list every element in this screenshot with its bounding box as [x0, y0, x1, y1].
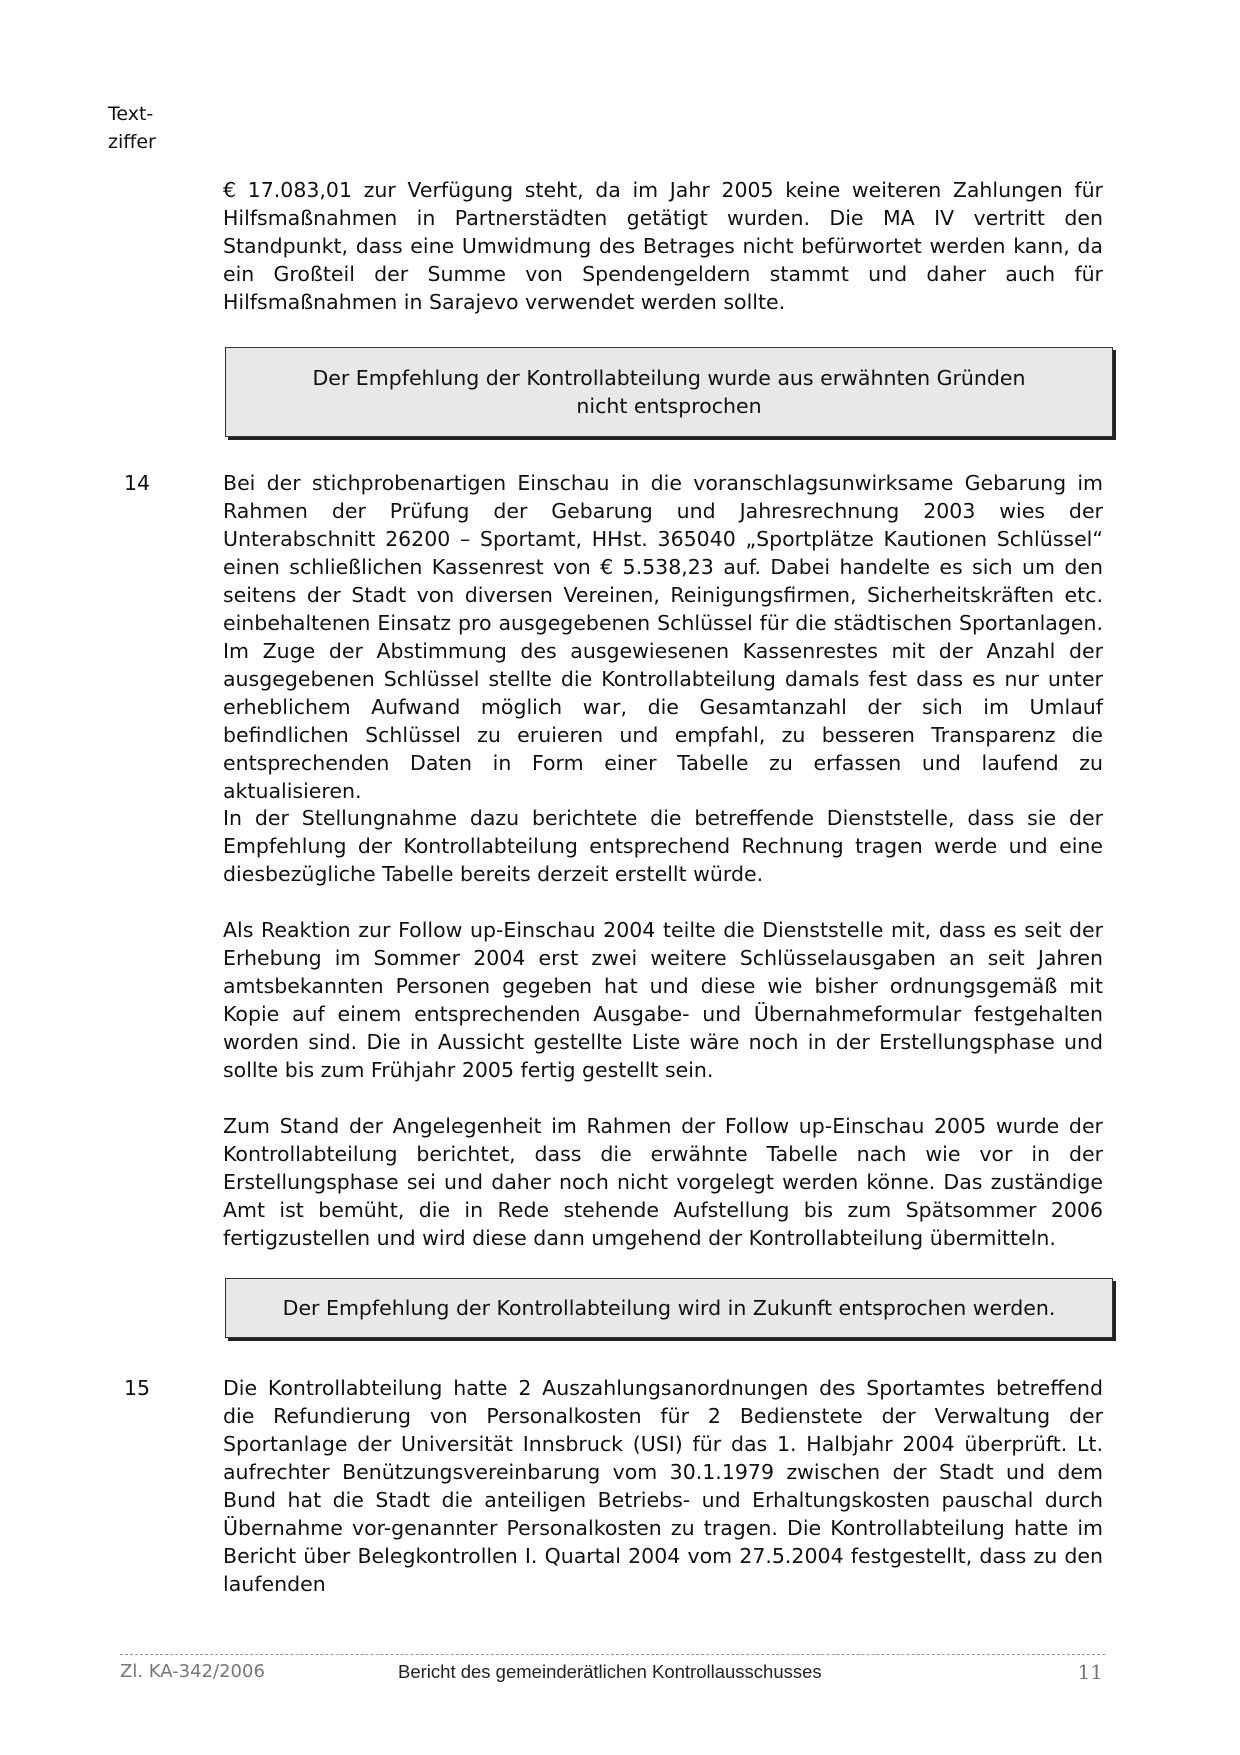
recommendation-box-1: [225, 347, 1113, 437]
recommendation-box-1-text: Der Empfehlung der Kontrollabteilung wurde aus erwähnten Gründen nicht entsprochen: [312, 366, 1026, 418]
intro-paragraph: € 17.083,01 zur Verfügung steht, da im Jahr 2005 keine weiteren Zahlungen für Hilfsmaßnahmen in Partnerstädten getätigt wurden. Die MA IV vertritt den Standpunkt, dass eine Umwidmung des Betrages nicht befürwortet werden kann, da ein Großteil der Summe von Spendengeldern stammt und daher auch für Hilfsmaßnahmen in Sarajevo verwendet werden sollte.: [223, 178, 1103, 314]
footer-reference: Zl. KA-342/2006: [120, 1661, 265, 1682]
recommendation-box-2: [225, 1278, 1113, 1338]
section-14-paragraph-4: Zum Stand der Angelegenheit im Rahmen der Follow up-Einschau 2005 wurde der Kontrollabteilung berichtet, dass die erwähnte Tabelle nach wie vor in der Erstellungsphase sei und daher noch nicht vorgelegt werden könne. Das zuständige Amt ist bemüht, die in Rede stehende Aufstellung bis zum Spätsommer 2006 fertigzustellen und wird diese dann umgehend der Kontrollabteilung übermitteln.: [223, 1114, 1103, 1250]
footer-divider: [120, 1654, 1105, 1655]
footer-page-number: 11: [1077, 1660, 1103, 1684]
margin-label-textziffer: Text- ziffer: [108, 103, 156, 153]
recommendation-box-2-text: Der Empfehlung der Kontrollabteilung wird in Zukunft entsprochen werden.: [282, 1296, 1056, 1320]
section-14-paragraph-3: Als Reaktion zur Follow up-Einschau 2004 teilte die Dienststelle mit, dass es seit der Erhebung im Sommer 2004 erst zwei weitere Schlüsselausgaben an seit Jahren amtsbekannten Personen gegeben hat und diese wie bisher ordnungsgemäß mit Kopie auf einem entsprechenden Ausgabe- und Übernahmeformular festgehalten worden sind. Die in Aussicht gestellte Liste wäre noch in der Erstellungsphase und sollte bis zum Frühjahr 2005 fertig gestellt sein.: [223, 918, 1103, 1082]
footer-title: Bericht des gemeinderätlichen Kontrollausschusses: [398, 1661, 822, 1682]
section-number-15: 15: [124, 1376, 151, 1400]
section-15-paragraph-1: Die Kontrollabteilung hatte 2 Auszahlungsanordnungen des Sportamtes betreffend die Refundierung von Personalkosten für 2 Bedienstete der Verwaltung der Sportanlage der Universität Innsbruck (USI) für das 1. Halbjahr 2004 überprüft. Lt. aufrechter Benützungsvereinbarung vom 30.1.1979 zwischen der Stadt und dem Bund hat die Stadt die anteiligen Betriebs- und Erhaltungskosten pauschal durch Übernahme vor-genannter Personalkosten zu tragen. Die Kontrollabteilung hatte im Bericht über Belegkontrollen I. Quartal 2004 vom 27.5.2004 festgestellt, dass zu den laufenden: [223, 1376, 1103, 1596]
section-number-14: 14: [124, 471, 151, 495]
section-14-paragraph-2: In der Stellungnahme dazu berichtete die betreffende Dienststelle, dass sie der Empfehlung der Kontrollabteilung entsprechend Rechnung tragen werde und eine diesbezügliche Tabelle bereits derzeit erstellt würde.: [223, 806, 1103, 886]
section-14-paragraph-1: Bei der stichprobenartigen Einschau in die voranschlagsunwirksame Gebarung im Rahmen der Prüfung der Gebarung und Jahresrechnung 2003 wies der Unterabschnitt 26200 – Sportamt, HHst. 365040 „Sportplätze Kautionen Schlüssel“ einen schließlichen Kassenrest von € 5.538,23 auf. Dabei handelte es sich um den seitens der Stadt von diversen Vereinen, Reinigungsfirmen, Sicherheitskräften etc. einbehaltenen Einsatz pro ausgegebenen Schlüssel für die städtischen Sportanlagen. Im Zuge der Abstimmung des ausgewiesenen Kassenrestes mit der Anzahl der ausgegebenen Schlüssel stellte die Kontrollabteilung damals fest dass es nur unter erheblichem Aufwand möglich war, die Gesamtanzahl der sich im Umlauf befindlichen Schlüssel zu eruieren und empfahl, zu besseren Transparenz die entsprechenden Daten in Form einer Tabelle zu erfassen und laufend zu aktualisieren.: [223, 471, 1103, 803]
